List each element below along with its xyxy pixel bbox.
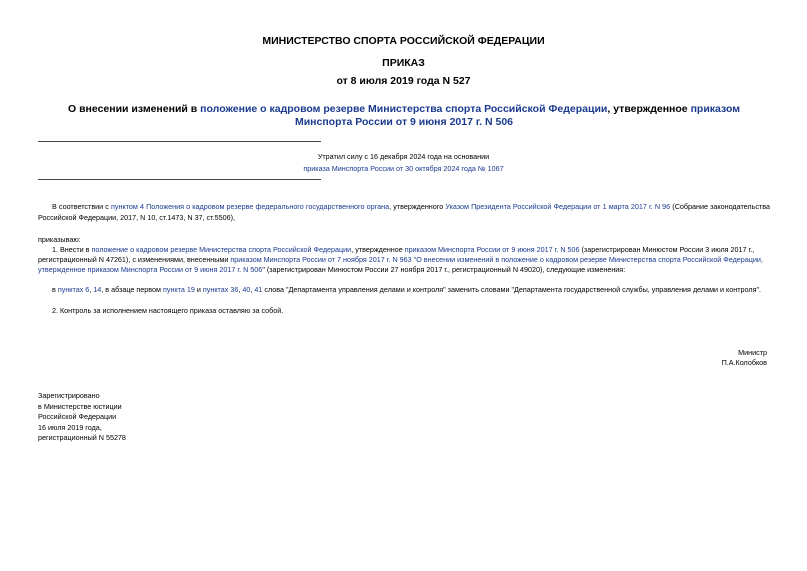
link-point-6[interactable]: пунктах 6: [57, 285, 90, 294]
change-text: ,: [89, 285, 94, 294]
title-link-order[interactable]: приказом Минспорта России от 9 июня 2017 г. N 506: [294, 103, 740, 128]
change-text: ,: [250, 285, 255, 294]
signature-position: Министр: [738, 348, 767, 357]
item1-text: регистрационный N 47261), с изменениями, внесенными: [38, 255, 231, 264]
item1-text: (зарегистрирован Минюстом России 3 июля 2017 г.,: [579, 245, 755, 254]
title-link-regulation[interactable]: положение о кадровом резерве Министерства спорта Российской Федерации: [200, 103, 608, 115]
document-title: [38, 103, 770, 129]
change-text: ,: [238, 285, 243, 294]
registration-line: в Министерстве юстиции: [38, 401, 122, 411]
item1-link-order506[interactable]: приказом Минспорта России от 9 июня 2017 г. N 506: [404, 245, 580, 254]
item1-line3: [38, 265, 625, 276]
item1-line2: [38, 255, 763, 266]
registration-line: Российской Федерации: [38, 412, 117, 421]
title-text: О внесении изменений в: [67, 103, 201, 115]
change-clause: [52, 285, 761, 296]
registration-line: регистрационный N 55278: [38, 433, 126, 442]
link-point-41[interactable]: 41: [254, 285, 263, 294]
lapse-link[interactable]: приказа Минспорта России от 30 октября 2024 года № 1067: [303, 164, 504, 173]
change-text: в: [52, 285, 58, 294]
change-text: и: [194, 285, 203, 294]
doc-type-heading: ПРИКАЗ: [382, 57, 425, 69]
item1-text: , утвержденное: [351, 245, 405, 254]
preamble-paragraph: [38, 202, 770, 223]
preamble-text: , утвержденного: [389, 202, 446, 211]
item1-link-order506-ref[interactable]: утвержденное приказом Минспорта России от 9 июня 2017 г. N 506: [38, 265, 263, 274]
item1-text: 1. Внести в: [52, 245, 92, 254]
item1-line1: [52, 245, 754, 256]
ministry-heading: МИНИСТЕРСТВО СПОРТА РОССИЙСКОЙ ФЕДЕРАЦИИ: [262, 35, 545, 47]
change-text: , в абзаце первом: [101, 285, 163, 294]
doc-date-heading: от 8 июля 2019 года N 527: [336, 75, 471, 87]
preamble-link-regulation[interactable]: пунктом 4 Положения о кадровом резерве федерального государственного органа: [111, 202, 390, 211]
preamble-link-decree[interactable]: Указом Президента Российской Федерации от 1 марта 2017 г. N 96: [445, 202, 671, 211]
link-point-19[interactable]: пункта 19: [162, 285, 195, 294]
lapse-link-line: [0, 164, 807, 173]
title-text: , утвержденное: [607, 103, 691, 115]
link-point-36[interactable]: пунктах 36: [202, 285, 239, 294]
preamble-text: (Собрание законодательства Российской Федерации, 2017, N 10, ст.1473, N 37, ст.5506),: [38, 202, 770, 222]
divider-bottom: [38, 179, 321, 180]
link-point-14[interactable]: 14: [93, 285, 102, 294]
registration-line: Зарегистрировано: [38, 391, 100, 400]
registration-block: [38, 391, 198, 444]
item1-link-order963[interactable]: приказом Минспорта России от 7 ноября 2017 г. N 963 "О внесении изменений в положение о кадровом резерве Министерства спорта Российской Федерации,: [230, 255, 763, 264]
preamble-text: В соответствии с: [52, 202, 112, 211]
link-point-40[interactable]: 40: [242, 285, 251, 294]
item1-link-regulation[interactable]: положение о кадровом резерве Министерства спорта Российской Федерации: [91, 245, 352, 254]
divider-top: [38, 141, 321, 142]
order-word: приказываю:: [38, 235, 81, 244]
signature-name: П.А.Колобков: [721, 358, 767, 367]
registration-line: 16 июля 2019 года,: [38, 422, 102, 432]
item1-text: " (зарегистрирован Минюстом России 27 ноября 2017 г., регистрационный N 49020), следующие изменения:: [262, 265, 626, 274]
change-text: слова "Департамента управления делами и контроля" заменить словами "Департамента государственной службы, управления делами и контроля".: [262, 285, 762, 294]
lapse-notice: Утратил силу с 16 декабря 2024 года на основании: [317, 152, 490, 161]
item2-paragraph: 2. Контроль за исполнением настоящего приказа оставляю за собой.: [52, 306, 284, 315]
